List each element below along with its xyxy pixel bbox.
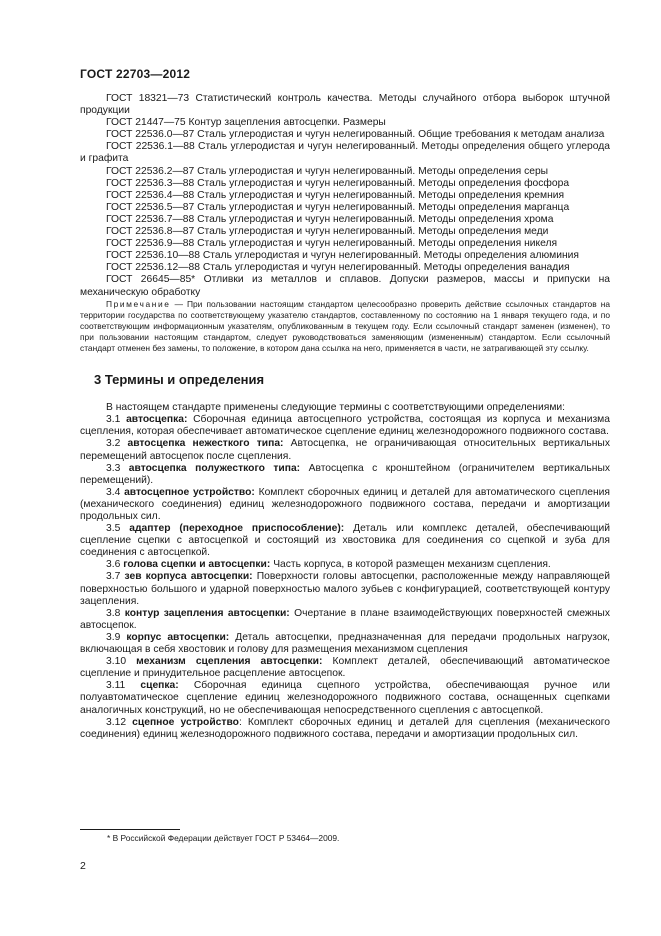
term-number: 3.11 [106, 680, 126, 692]
term-definition [80, 680, 610, 716]
term-number: 3.4 [106, 486, 121, 498]
term-number: 3.8 [106, 607, 121, 619]
note-label: Примечание [106, 298, 171, 309]
term-number: 3.3 [106, 462, 121, 474]
footnote-divider [80, 829, 180, 830]
term-name: автосцепное устройство: [124, 486, 255, 498]
term-number: 3.9 [106, 631, 121, 643]
reference-title: Сталь углеродистая и чугун нелегированный. Методы определения алюминия [202, 250, 579, 262]
term-definition [80, 632, 610, 656]
term-text: Часть корпуса, в которой размещен механизм сцепления. [273, 559, 551, 571]
reference-code: ГОСТ 22536.12—88 [106, 262, 200, 274]
reference-code: ГОСТ 26645—85* [106, 274, 196, 286]
reference-code: ГОСТ 18321—73 [106, 93, 190, 104]
reference-code: ГОСТ 22536.4—88 [106, 189, 195, 201]
reference-title: Сталь углеродистая и чугун нелегированный. Методы определения серы [197, 165, 549, 177]
term-name: контур зацепления автосцепки: [124, 607, 290, 619]
reference-title: Сталь углеродистая и чугун нелегированный. Методы определения кремния [197, 189, 565, 201]
note-paragraph [80, 299, 610, 354]
term-number: 3.6 [106, 559, 121, 571]
reference-item [80, 117, 610, 129]
term-name: автосцепка полужесткого типа: [128, 462, 301, 474]
section-title: 3 Термины и определения [94, 372, 265, 388]
term-text: Автосцепка с кронштейном (ограничителем вертикальных перемещений). [80, 462, 610, 486]
reference-item [80, 274, 610, 298]
term-definition [80, 487, 610, 523]
term-text: Деталь автосцепки, предназначенная для передачи продольных нагрузок, включающая в себя хвостовик и голову для размещения механизмом сцепления [80, 631, 610, 656]
reference-item [80, 190, 610, 202]
term-name: автосцепка: [126, 414, 188, 426]
note-text: — При пользовании настоящим стандартом целесообразно проверить действие ссылочных стандартов на территории государства по соответствующему указателю стандартов, составленному по состоянию на 1 января текущего года, и по соответствующим информационным указателям, опубликованным в текущем году. Если ссылочный стандарт заменен (изменен), то при пользовании настоящим стандартом, следует руководствоваться заменяющим (измененным) стандартом. Если ссылочный стандарт отменен без замены, то положение, в котором дана ссылка на него, применяется в части, не затрагивающей эту ссылку. [80, 298, 610, 353]
terms-list [80, 402, 610, 741]
term-definition [80, 608, 610, 632]
term-number: 3.12 [106, 716, 127, 728]
term-text: Очертание в плане взаимодействующих поверхностей смежных автосцепок. [80, 607, 610, 631]
reference-item [80, 178, 610, 190]
term-name: сцепное устройство [132, 716, 239, 728]
reference-code: ГОСТ 22536.9—88 [106, 238, 195, 250]
reference-title: Отливки из металлов и сплавов. Допуски размеров, массы и припуски на механическую обработку [80, 274, 610, 298]
term-definition [80, 656, 610, 680]
term-definition [80, 571, 610, 607]
reference-code: ГОСТ 22536.0—87 [106, 129, 195, 141]
reference-title: Сталь углеродистая и чугун нелегированный. Общие требования к методам анализа [197, 129, 605, 141]
term-text: Сборочная единица автосцепного устройства, состоящая из корпуса и механизма сцепления, которая обеспечивает автоматическое сцепление единиц железнодорожного подвижного состава. [80, 414, 610, 438]
term-definition [80, 523, 610, 559]
reference-item [80, 214, 610, 226]
term-text: Деталь или комплекс деталей, обеспечивающий сцепление сцепки с автосцепкой и состоящий из хвостовика для соединения со сцепкой и зуба для соединения с автосцепкой. [80, 523, 610, 559]
term-definition [80, 438, 610, 462]
reference-code: ГОСТ 22536.2—87 [106, 165, 195, 177]
reference-title: Сталь углеродистая и чугун нелегированный. Методы определения фосфора [197, 177, 570, 189]
reference-title: Контур зацепления автосцепки. Размеры [188, 117, 386, 129]
page-number: 2 [80, 860, 86, 872]
reference-title: Сталь углеродистая и чугун нелегированный. Методы определения марганца [197, 201, 570, 213]
reference-code: ГОСТ 22536.7—88 [106, 213, 195, 225]
reference-code: ГОСТ 22536.3—88 [106, 177, 195, 189]
references-list [80, 93, 610, 299]
reference-item [80, 141, 610, 165]
reference-title: Сталь углеродистая и чугун нелегированный. Методы определения меди [197, 226, 549, 238]
term-definition [80, 559, 610, 571]
term-number: 3.2 [106, 438, 121, 450]
reference-code: ГОСТ 22536.10—88 [106, 250, 200, 262]
page-header: ГОСТ 22703—2012 [80, 67, 191, 81]
reference-title: Сталь углеродистая и чугун нелегированный. Методы определения ванадия [202, 262, 570, 274]
reference-code: ГОСТ 21447—75 [106, 117, 186, 129]
term-text: Поверхности головы автосцепки, расположенные между направляющей поверхностью большого и ударной поверхностью малого зубьев с конфигурацией, соответствующей контуру зацепления. [80, 571, 610, 607]
section-intro: В настоящем стандарте применены следующие термины с соответствующими определениями: [106, 402, 566, 414]
term-text: Автосцепка, не ограничивающая относительных вертикальных перемещений автосцепок после сцепления. [80, 438, 610, 462]
reference-item [80, 166, 610, 178]
term-number: 3.5 [106, 523, 121, 535]
term-number: 3.1 [106, 414, 121, 426]
term-definition [80, 463, 610, 487]
reference-item [80, 238, 610, 250]
page-content [80, 93, 610, 741]
reference-title: Сталь углеродистая и чугун нелегированный. Методы определения хрома [197, 213, 554, 225]
reference-item [80, 129, 610, 141]
reference-item [80, 250, 610, 262]
term-number: 3.7 [106, 571, 121, 583]
term-name: адаптер (переходное приспособление): [129, 523, 345, 535]
term-definition [80, 717, 610, 741]
term-definition [80, 414, 610, 438]
reference-code: ГОСТ 22536.5—87 [106, 201, 195, 213]
term-text: Комплект деталей, обеспечивающий автоматическое сцепление и принудительное расцепление автосцепок. [80, 656, 610, 680]
term-name: сцепка: [140, 680, 179, 692]
reference-item [80, 226, 610, 238]
reference-code: ГОСТ 22536.8—87 [106, 226, 195, 238]
reference-title: Сталь углеродистая и чугун нелегированный. Методы определения никеля [197, 238, 558, 250]
reference-item [80, 93, 610, 117]
footnote: * В Российской Федерации действует ГОСТ Р 53464—2009. [107, 833, 340, 843]
term-text: : Комплект сборочных единиц и деталей для сцепления (механического соединения) единиц железнодорожного подвижного состава, передачи и амортизации продольных сил. [80, 716, 610, 740]
reference-title: Сталь углеродистая и чугун нелегированный. Методы определения общего углерода и графита [80, 141, 610, 165]
reference-title: Статистический контроль качества. Методы случайного отбора выборок штучной продукции [80, 93, 610, 117]
term-name: зев корпуса автосцепки: [124, 571, 253, 583]
reference-code: ГОСТ 22536.1—88 [106, 141, 195, 153]
reference-item [80, 262, 610, 274]
reference-item [80, 202, 610, 214]
term-name: автосцепка нежесткого типа: [127, 438, 284, 450]
term-name: голова сцепки и автосцепки: [123, 559, 271, 571]
term-number: 3.10 [106, 656, 127, 668]
term-name: корпус автосцепки: [126, 631, 230, 643]
term-text: Комплект сборочных единиц и деталей для автоматического сцепления (механического соединения) единиц железнодорожного подвижного состава, передачи и амортизации продольных сил. [80, 486, 610, 522]
term-text: Сборочная единица сцепного устройства, обеспечивающая ручное или полуавтоматическое сцепление единиц железнодорожного подвижного состава, оснащенных сцепками аналогичных конструкций, но не обеспечивающая непосредственного сцепления с автосцепкой. [80, 680, 610, 716]
term-name: механизм сцепления автосцепки: [136, 656, 323, 668]
